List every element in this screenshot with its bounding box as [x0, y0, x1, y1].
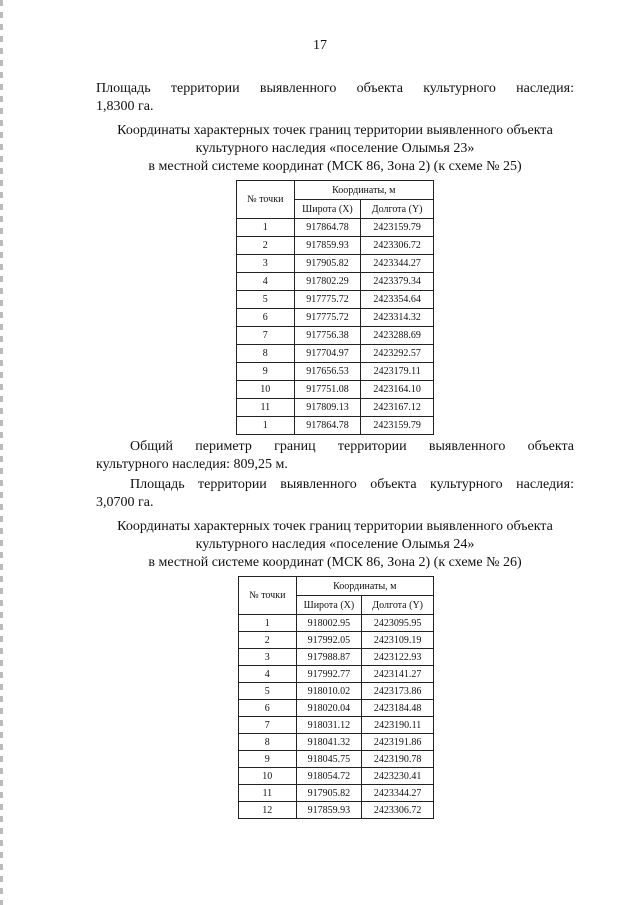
latitude-cell: 917864.78	[294, 219, 361, 237]
point-number-cell: 1	[237, 219, 295, 237]
table-row	[237, 219, 434, 237]
heading-1-line-1: Координаты характерных точек границ территории выявленного объекта	[117, 123, 553, 138]
table-row	[237, 399, 434, 417]
longitude-cell: 2423306.72	[362, 802, 434, 819]
latitude-cell: 917775.72	[294, 291, 361, 309]
table-row	[239, 734, 434, 751]
heading-1-line-2: культурного наследия «поселение Олымья 23»	[195, 141, 475, 156]
heading-2-line-2: культурного наследия «поселение Олымья 24»	[195, 537, 475, 552]
table-row	[237, 327, 434, 345]
longitude-cell: 2423190.11	[362, 717, 434, 734]
table-row	[239, 700, 434, 717]
header-lon: Долгота (Y)	[362, 596, 434, 615]
latitude-cell: 918002.95	[296, 615, 362, 632]
table-row	[237, 381, 434, 399]
point-number-cell: 7	[237, 327, 295, 345]
latitude-cell: 917859.93	[296, 802, 362, 819]
latitude-cell: 918020.04	[296, 700, 362, 717]
heading-1-line-3: в местной системе координат (МСК 86, Зона 2) (к схеме № 25)	[148, 159, 522, 174]
header-lat: Широта (X)	[294, 200, 361, 219]
table-row	[237, 273, 434, 291]
coordinates-table-2	[238, 576, 434, 819]
latitude-cell: 917905.82	[294, 255, 361, 273]
latitude-cell: 918045.75	[296, 751, 362, 768]
point-number-cell: 10	[239, 768, 297, 785]
longitude-cell: 2423109.19	[362, 632, 434, 649]
header-lat: Широта (X)	[296, 596, 362, 615]
point-number-cell: 11	[239, 785, 297, 802]
longitude-cell: 2423167.12	[361, 399, 434, 417]
table-row	[239, 683, 434, 700]
latitude-cell: 918031.12	[296, 717, 362, 734]
table-row	[239, 802, 434, 819]
point-number-cell: 8	[237, 345, 295, 363]
header-coords: Координаты, м	[296, 577, 433, 596]
point-number-cell: 6	[239, 700, 297, 717]
area-text-2: Площадь территории выявленного объекта культурного наследия:	[130, 477, 574, 492]
point-number-cell: 3	[237, 255, 295, 273]
point-number-cell: 2	[239, 632, 297, 649]
latitude-cell: 918010.02	[296, 683, 362, 700]
header-coords: Координаты, м	[294, 181, 433, 200]
longitude-cell: 2423164.10	[361, 381, 434, 399]
longitude-cell: 2423306.72	[361, 237, 434, 255]
point-number-cell: 10	[237, 381, 295, 399]
latitude-cell: 917859.93	[294, 237, 361, 255]
latitude-cell: 917988.87	[296, 649, 362, 666]
area-value-2: 3,0700 га.	[96, 495, 154, 510]
table-row	[239, 666, 434, 683]
table-row	[237, 417, 434, 435]
heading-2-line-3: в местной системе координат (МСК 86, Зона 2) (к схеме № 26)	[148, 555, 522, 570]
point-number-cell: 5	[237, 291, 295, 309]
table-row	[237, 237, 434, 255]
latitude-cell: 917905.82	[296, 785, 362, 802]
longitude-cell: 2423230.41	[362, 768, 434, 785]
longitude-cell: 2423173.86	[362, 683, 434, 700]
latitude-cell: 917775.72	[294, 309, 361, 327]
longitude-cell: 2423288.69	[361, 327, 434, 345]
point-number-cell: 1	[237, 417, 295, 435]
longitude-cell: 2423379.34	[361, 273, 434, 291]
table-row	[237, 291, 434, 309]
table-row	[239, 632, 434, 649]
table-row	[237, 255, 434, 273]
longitude-cell: 2423314.32	[361, 309, 434, 327]
table-row	[239, 649, 434, 666]
point-number-cell: 11	[237, 399, 295, 417]
longitude-cell: 2423095.95	[362, 615, 434, 632]
longitude-cell: 2423191.86	[362, 734, 434, 751]
table-row	[239, 785, 434, 802]
latitude-cell: 917656.53	[294, 363, 361, 381]
latitude-cell: 917864.78	[294, 417, 361, 435]
table-row	[237, 309, 434, 327]
point-number-cell: 5	[239, 683, 297, 700]
longitude-cell: 2423179.11	[361, 363, 434, 381]
latitude-cell: 917802.29	[294, 273, 361, 291]
latitude-cell: 917992.05	[296, 632, 362, 649]
longitude-cell: 2423292.57	[361, 345, 434, 363]
latitude-cell: 917992.77	[296, 666, 362, 683]
longitude-cell: 2423184.48	[362, 700, 434, 717]
page-number: 17	[313, 38, 327, 53]
longitude-cell: 2423159.79	[361, 417, 434, 435]
heading-2-line-1: Координаты характерных точек границ территории выявленного объекта	[117, 519, 553, 534]
longitude-cell: 2423344.27	[361, 255, 434, 273]
longitude-cell: 2423141.27	[362, 666, 434, 683]
point-number-cell: 9	[239, 751, 297, 768]
point-number-cell: 1	[239, 615, 297, 632]
latitude-cell: 918054.72	[296, 768, 362, 785]
perimeter-text: Общий периметр границ территории выявленного объекта	[130, 439, 574, 454]
point-number-cell: 12	[239, 802, 297, 819]
point-number-cell: 4	[237, 273, 295, 291]
point-number-cell: 3	[239, 649, 297, 666]
latitude-cell: 917704.97	[294, 345, 361, 363]
table-row	[239, 768, 434, 785]
table-row	[239, 751, 434, 768]
scan-edge	[0, 0, 3, 905]
latitude-cell: 917756.38	[294, 327, 361, 345]
longitude-cell: 2423159.79	[361, 219, 434, 237]
header-lon: Долгота (Y)	[361, 200, 434, 219]
point-number-cell: 9	[237, 363, 295, 381]
area-value-1: 1,8300 га.	[96, 99, 154, 114]
point-number-cell: 8	[239, 734, 297, 751]
header-point: № точки	[239, 577, 297, 615]
table-row	[237, 345, 434, 363]
point-number-cell: 6	[237, 309, 295, 327]
point-number-cell: 4	[239, 666, 297, 683]
latitude-cell: 917751.08	[294, 381, 361, 399]
perimeter-value: культурного наследия: 809,25 м.	[96, 457, 288, 472]
latitude-cell: 918041.32	[296, 734, 362, 751]
table-row	[239, 717, 434, 734]
coordinates-table-1	[236, 180, 434, 435]
longitude-cell: 2423354.64	[361, 291, 434, 309]
longitude-cell: 2423122.93	[362, 649, 434, 666]
point-number-cell: 2	[237, 237, 295, 255]
header-point: № точки	[237, 181, 295, 219]
longitude-cell: 2423190.78	[362, 751, 434, 768]
latitude-cell: 917809.13	[294, 399, 361, 417]
longitude-cell: 2423344.27	[362, 785, 434, 802]
point-number-cell: 7	[239, 717, 297, 734]
table-row	[239, 615, 434, 632]
area-text-1: Площадь территории выявленного объекта культурного наследия:	[96, 81, 574, 96]
table-row	[237, 363, 434, 381]
